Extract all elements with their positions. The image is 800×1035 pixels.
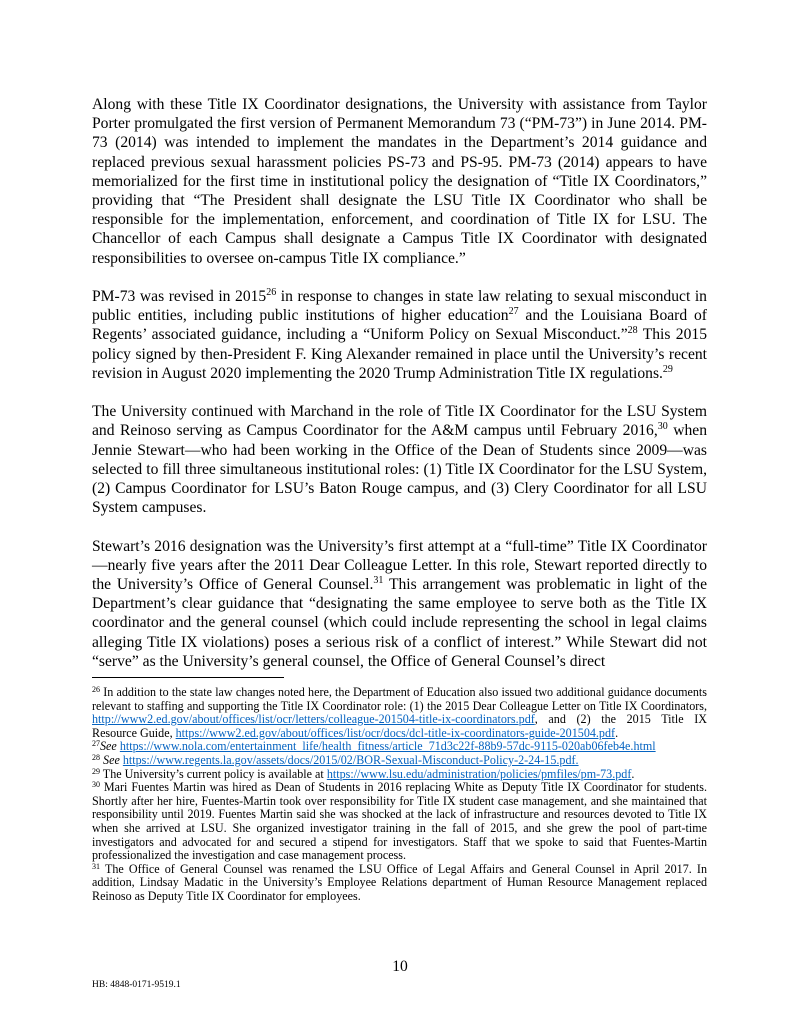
document-id: HB: 4848-0171-9519.1 bbox=[92, 980, 181, 990]
see-signal: See bbox=[100, 739, 117, 754]
text: The University’s current policy is available at bbox=[100, 766, 327, 781]
footnote-number: 30 bbox=[92, 780, 100, 790]
footnote-ref-31[interactable]: 31 bbox=[373, 575, 384, 587]
see-signal: See bbox=[103, 752, 120, 767]
page-number: 10 bbox=[392, 958, 408, 975]
text: Mari Fuentes Martin was hired as Dean of Students in 2016 replacing White as Deputy Title IX Coordinator for students. Shortly after her hire, Fuentes-Martin took over responsibility for Title IX student case management, and she maintained that responsibility until 2019. Fuentes Martin said she was shocked at the lack of infrastructure and resources devoted to Title IX when she arrived at LSU. She organized investigator training in the fall of 2015, and she grew the pool of part-time investigators and advocated for and secured a stipend for investigators. Staff that we spoke to said that Fuentes-Martin professionalized the investigation and case management process. bbox=[92, 780, 707, 863]
paragraph-1: Along with these Title IX Coordinator designations, the University with assistance from Taylor Porter promulgated the first version of Permanent Memorandum 73 (“PM-73”) in June 2014. PM-73 (2014) was intended to implement the mandates in the Department’s 2014 guidance and replaced previous sexual harassment policies PS-73 and PS-95. PM-73 (2014) appears to have memorialized for the first time in institutional policy the designation of “Title IX Coordinators,” providing that “The President shall designate the LSU Title IX Coordinator who shall be responsible for the implementation, enforcement, and coordination of Title IX for LSU. The Chancellor of each Campus shall designate a Campus Title IX Coordinator with designated responsibilities to oversee on-campus Title IX compliance.” bbox=[92, 96, 707, 267]
text: , and (2) the 2015 Title IX Resource Guide, bbox=[92, 712, 707, 740]
text: Stewart’s 2016 designation was the University’s first attempt at a “full-time” Title IX Coordinator—nearly five years after the 2011 Dear Colleague Letter. In this role, Stewart reported directly to the University’s Office of General Counsel. bbox=[92, 537, 707, 594]
text: The Office of General Counsel was renamed the LSU Office of Legal Affairs and General Counsel in April 2017. In addition, Lindsay Madatic in the University’s Employee Relations department of Human Resource Management replaced Reinoso as Deputy Title IX Coordinator for employees. bbox=[92, 861, 707, 903]
text: when Jennie Stewart—who had been working in the Office of the Dean of Students since 2009—was selected to fill three simultaneous institutional roles: (1) Title IX Coordinator for the LSU System, (2) Campus Coordinator for LSU’s Baton Rouge campus, and (3) Clery Coordinator for all LSU System campuses. bbox=[92, 422, 707, 517]
text: in response to changes in state law relating to sexual misconduct in public entities, including public institutions of higher education bbox=[92, 288, 707, 325]
footnotes bbox=[92, 686, 707, 904]
paragraph-3 bbox=[92, 402, 707, 517]
footnote-ref-27[interactable]: 27 bbox=[508, 306, 519, 318]
footnote-ref-29[interactable]: 29 bbox=[662, 363, 673, 375]
footnote-26 bbox=[92, 686, 707, 740]
footnote-29 bbox=[92, 768, 707, 782]
footnote-28 bbox=[92, 754, 707, 768]
footnote-divider bbox=[92, 677, 284, 678]
paragraph-4 bbox=[92, 537, 707, 671]
link-regents-policy[interactable]: https://www.regents.la.gov/assets/docs/2015/02/BOR-Sexual-Misconduct-Policy-2-24-15.pdf. bbox=[122, 752, 579, 767]
footnote-ref-28[interactable]: 28 bbox=[627, 325, 638, 337]
text: In addition to the state law changes noted here, the Department of Education also issued two additional guidance documents relevant to staffing and supporting the Title IX Coordinator role: (1) the 2015 Dear Colleague Letter on Title IX Coordinators, bbox=[92, 685, 707, 713]
text: and the Louisiana Board of Regents’ associated guidance, including a “Uniform Policy on Sexual Misconduct.” bbox=[92, 307, 708, 344]
link-lsu-pm73[interactable]: https://www.lsu.edu/administration/policies/pmfiles/pm-73.pdf bbox=[326, 766, 632, 781]
footnote-number: 28 bbox=[92, 752, 100, 762]
text: This arrangement was problematic in light of the Department’s clear guidance that “designating the same employee to serve both as the Title IX coordinator and the general counsel (which could include representing the school in legal claims alleging Title IX violations) poses a serious risk of a conflict of interest.” While Stewart did not “serve” as the University’s general counsel, the Office of General Counsel’s direct bbox=[92, 576, 707, 670]
text: The University continued with Marchand in the role of Title IX Coordinator for the LSU System and Reinoso serving as Campus Coordinator for the A&M campus until February 2016, bbox=[92, 403, 707, 440]
link-dcl-title-ix-coordinators[interactable]: http://www2.ed.gov/about/offices/list/ocr/letters/colleague-201504-title-ix-coordinators.pdf bbox=[92, 712, 535, 727]
text: . bbox=[615, 725, 619, 740]
footnote-number: 26 bbox=[92, 685, 100, 694]
text: PM-73 was revised in 2015 bbox=[92, 288, 267, 306]
footnote-number: 27 bbox=[92, 739, 100, 749]
footnote-ref-30[interactable]: 30 bbox=[657, 421, 668, 433]
link-nola-article[interactable]: https://www.nola.com/entertainment_life/health_fitness/article_71d3c22f-88b9-57dc-9115-020ab06feb4e.html bbox=[119, 739, 656, 754]
footnote-number: 29 bbox=[92, 766, 100, 776]
text: This 2015 policy signed by then-President F. King Alexander remained in place until the University’s recent revision in August 2020 implementing the 2020 Trump Administration Title IX regulations. bbox=[92, 326, 707, 382]
link-title-ix-resource-guide[interactable]: https://www2.ed.gov/about/offices/list/ocr/docs/dcl-title-ix-coordinators-guide-201504.pdf bbox=[175, 725, 616, 740]
paragraph-2 bbox=[92, 287, 707, 383]
footnote-number: 31 bbox=[92, 861, 100, 871]
footnote-31 bbox=[92, 863, 707, 904]
footnote-30 bbox=[92, 781, 707, 863]
footnote-27 bbox=[92, 740, 707, 754]
footnote-ref-26[interactable]: 26 bbox=[266, 287, 277, 299]
text: . bbox=[631, 766, 635, 781]
body-text bbox=[92, 95, 707, 690]
